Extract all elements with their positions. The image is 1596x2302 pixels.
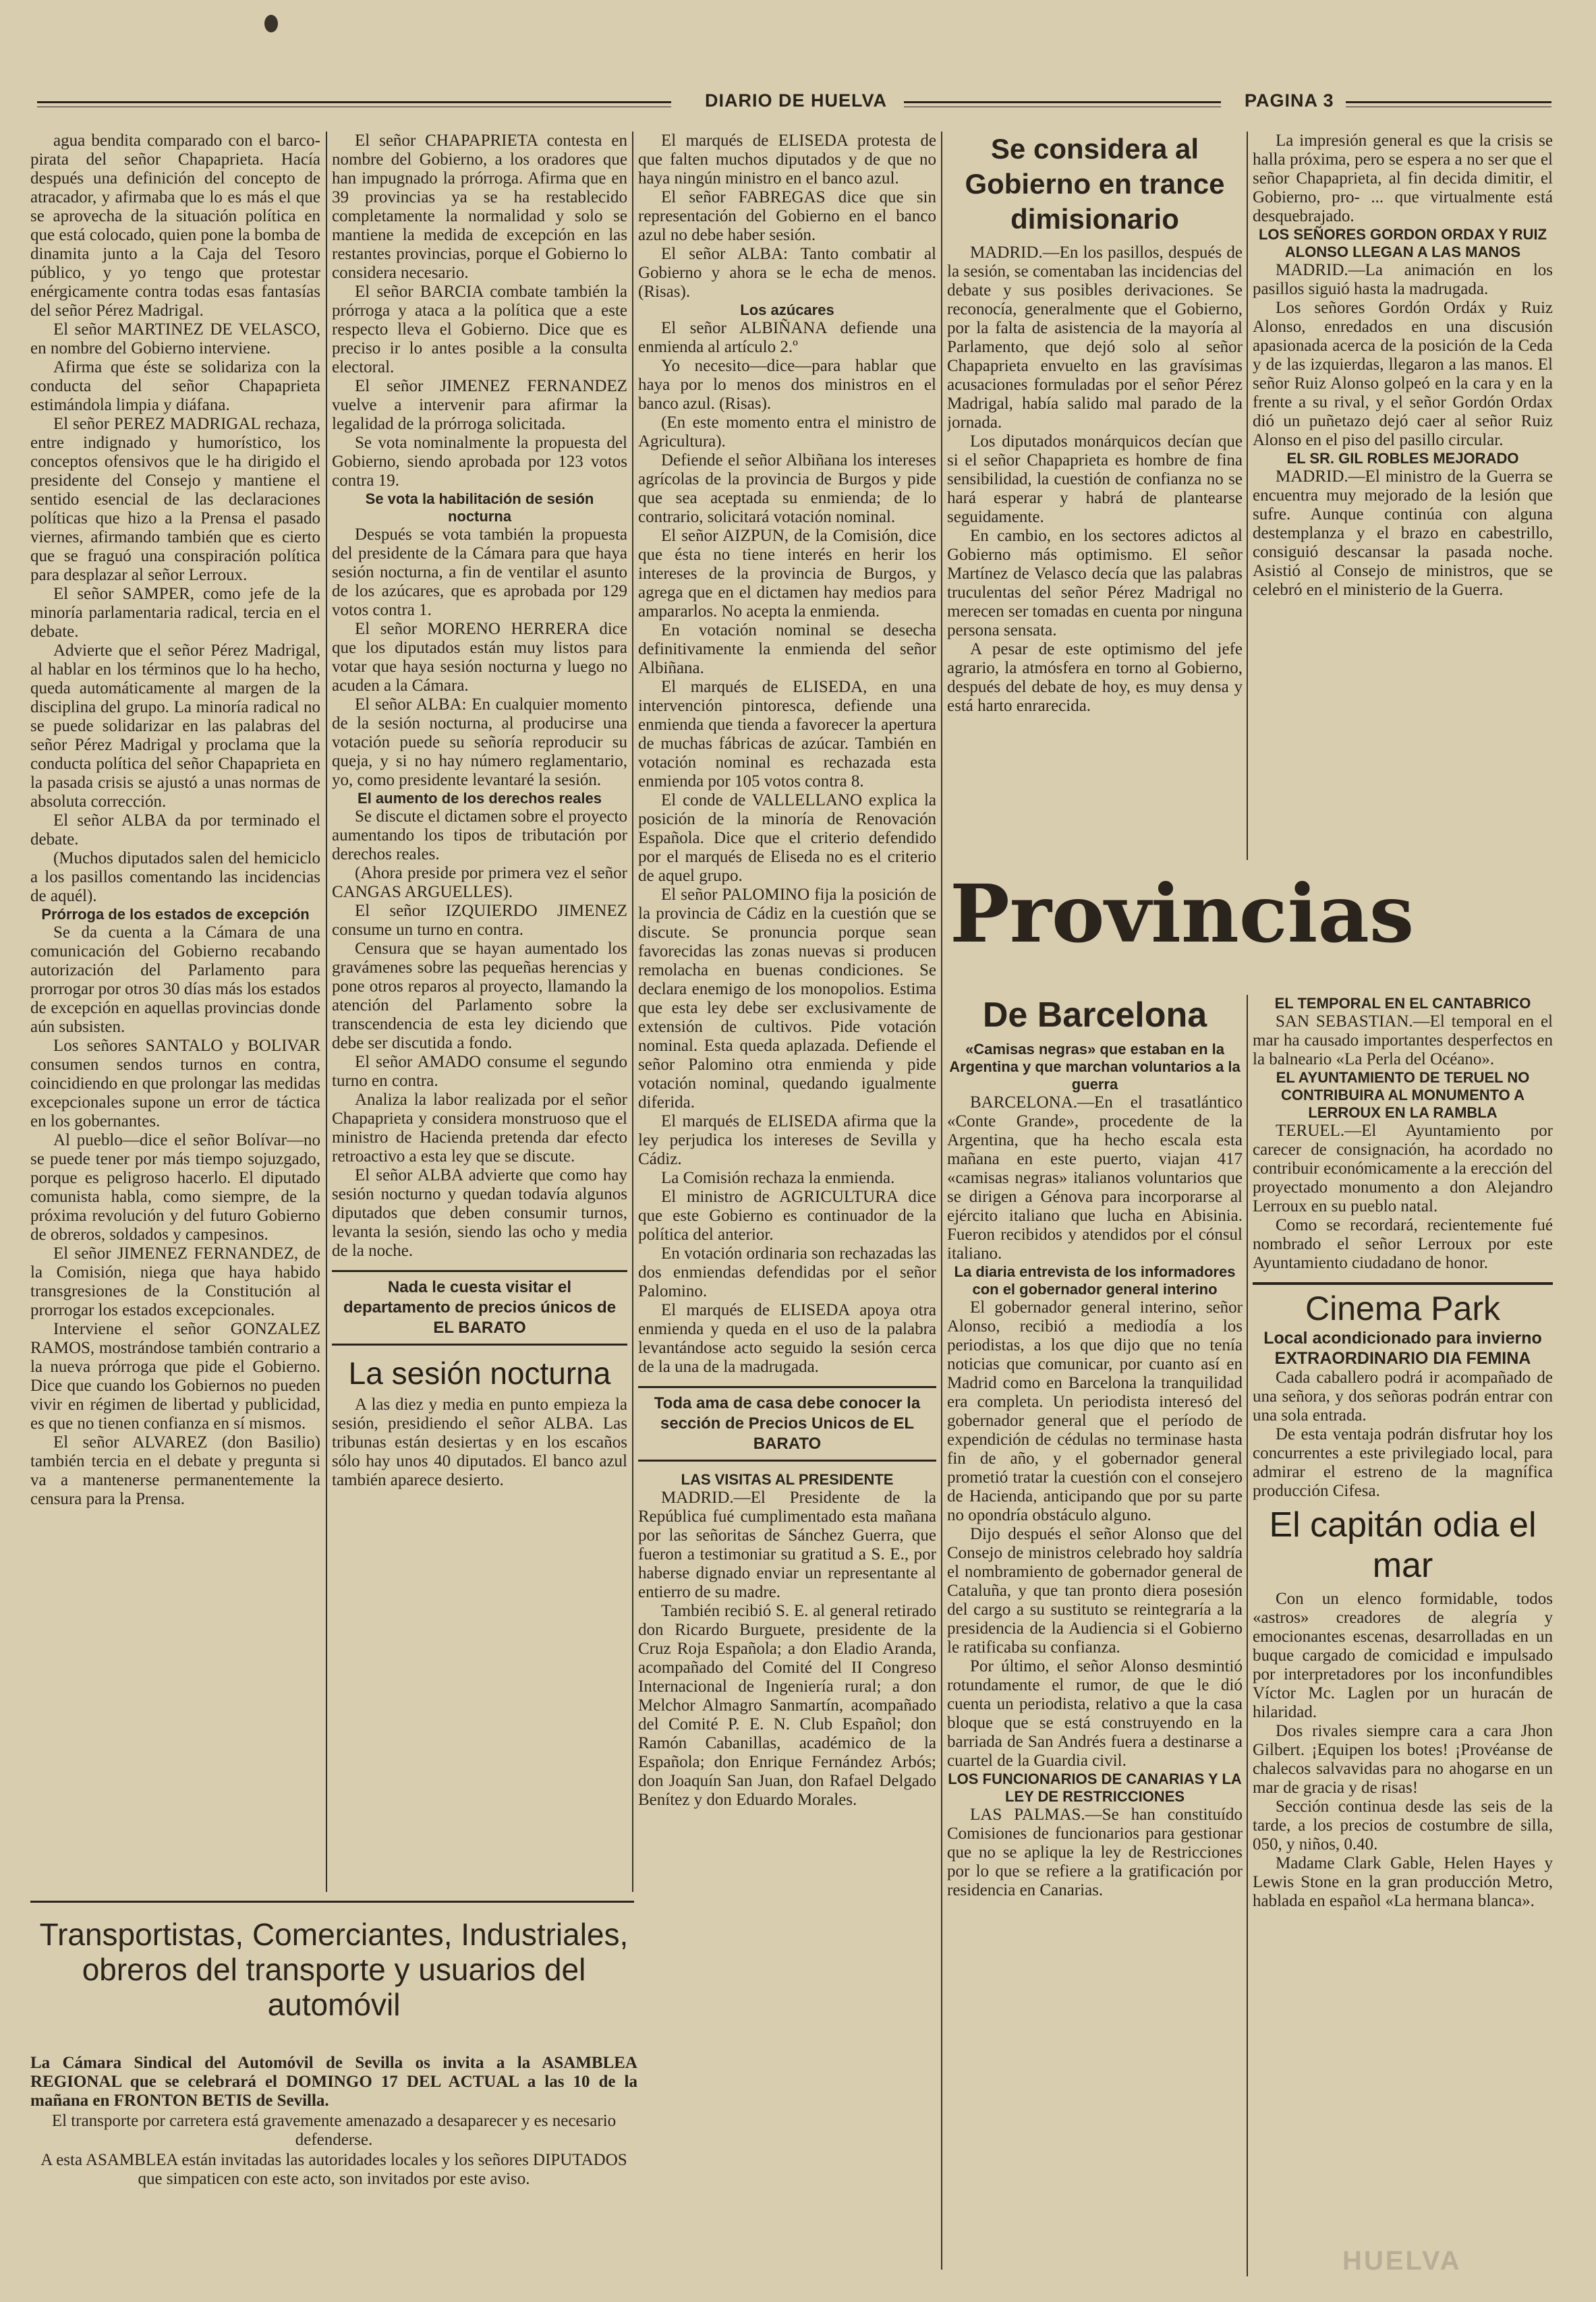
subheading: EL TEMPORAL EN EL CANTABRICO	[1274, 995, 1531, 1012]
paragraph: El señor CHAPAPRIETA contesta en nombre del Gobierno, a los oradores que han impugnado la prórroga. Afirma que en 39 provincias ya se ha restablecido completamente la normalidad y solo se mantiene la medida de excepción en las restantes provincias, porque el Gobierno lo considera necesario.	[332, 132, 627, 282]
paragraph: El señor PALOMINO fija la posición de la provincia de Cádiz en la cuestión que se discute. Se pronuncia porque sean favorecidas las zonas nuevas si producen remolacha en buenas condiciones. Se declara enemigo de los monopolios. Estima que esta ley debe ser exclusivamente de extensión de cultivos. Pide votación nominal. Esta queda aplazada. Defiende el señor Palomino otra enmienda y pide votación nominal, quedando igualmente diferida.	[638, 886, 936, 1112]
article-column-7	[1253, 995, 1553, 2276]
paragraph: El señor MARTINEZ DE VELASCO, en nombre del Gobierno interviene.	[30, 320, 320, 357]
column-rule	[326, 132, 327, 1892]
paragraph: El señor ALBA: Tanto combatir al Gobierno y ahora se le echa de menos. (Risas).	[638, 245, 936, 301]
paragraph: (En este momento entra el ministro de Agricultura).	[638, 413, 936, 451]
paragraph: El señor ALBA: En cualquier momento de la sesión nocturna, al producirse una votación puede su señoría reproducir su queja, y si no hay número reglamentario, yo, como presidente levantaré la sesión.	[332, 695, 627, 789]
paragraph: MADRID.—En los pasillos, después de la sesión, se comentaban las incidencias del debate y sus posibles derivaciones. Se reconocía, generalmente que el Gobierno, por la falta de asistencia de la mayoría al Parlamento, que dejó solo al señor Chapaprieta envuelto en las gravísimas acusaciones formuladas por el señor Pérez Madrigal, había salido mal parado de la jornada.	[947, 243, 1243, 432]
paragraph: El marqués de ELISEDA afirma que la ley perjudica los intereses de Sevilla y Cádiz.	[638, 1112, 936, 1168]
paragraph: El señor PEREZ MADRIGAL rechaza, entre indignado y humorístico, los conceptos ofensivos que le ha dirigido el presidente del Consejo y mantiene el sentido esencial de las declaraciones políticas que hizo a la Prensa el pasado viernes, afirmando también que es cierto que se fraguó una conspiración política para desplazar al señor Lerroux.	[30, 415, 320, 584]
paragraph: El señor AMADO consume el segundo turno en contra.	[332, 1053, 627, 1090]
paragraph: También recibió S. E. al general retirado don Ricardo Burguete, presidente de la Cruz Roja Española; a don Eladio Aranda, acompañado del Comité del II Congreso Internacional de Ingeniería rural; a don Melchor Almagro Sanmartín, acompañado del Comité P. E. N. Club Español; don Ramón Cabanillas, académico de la Española; don Enrique Fernández Arbós; don Joaquín San Juan, don Rafael Delgado Benítez y don Eduardo Morales.	[638, 1602, 936, 1809]
el-barato-ad	[332, 1270, 627, 1346]
paragraph: MADRID.—El Presidente de la República fué cumplimentado esta mañana por las señoritas de Sánchez Guerra, que fueron a testimoniar su gratitud a S. E., por haberse dignado enviar un representante al entierro de su madre.	[638, 1489, 936, 1601]
article-column-5	[1253, 132, 1553, 860]
paragraph: Cada caballero podrá ir acompañado de una señora, y dos señoras podrán entrar con una sola entrada.	[1253, 1369, 1553, 1425]
paragraph: Como se recordará, recientemente fué nombrado el señor Lerroux por este Ayuntamiento ciudadano de honor.	[1253, 1216, 1553, 1272]
header-rule	[37, 101, 671, 107]
paragraph: BARCELONA.—En el trasatlántico «Conte Grande», procedente de la Argentina, que ha hecho escala esta mañana en este puerto, viajan 417 «camisas negras» italianos voluntarios que se dirigen a Génova para incorporarse al ejército italiano que lucha en Abisinia. Fueron recibidos y atendidos por el cónsul italiano.	[947, 1093, 1243, 1263]
paragraph: El señor JIMENEZ FERNANDEZ, de la Comisión, niega que haya habido transgresiones de la Constitución al prorrogar los estados excepcionales.	[30, 1244, 320, 1319]
paragraph: Se discute el dictamen sobre el proyecto aumentando los tipos de tributación por derechos reales.	[332, 807, 627, 863]
paragraph: Advierte que el señor Pérez Madrigal, al hablar en los términos que lo ha hecho, queda automáticamente al margen de la disciplina del grupo. La minoría radical no se puede solidarizar en las palabras del señor Pérez Madrigal y proclama que la conducta política del señor Chapaprieta en la pasada crisis se ajustó a unas normas de absoluta corrección.	[30, 641, 320, 811]
page-number: PAGINA 3	[1245, 90, 1334, 111]
subheading: Se vota la habilitación de sesión nocturna	[365, 490, 594, 525]
paragraph: Al pueblo—dice el señor Bolívar—no se puede tener por más tiempo sojuzgado, porque es peligroso hacerlo. El diputado comunista habla, como siempre, de la próxima revolución y del futuro Gobierno de obreros, soldados y campesinos.	[30, 1131, 320, 1244]
paragraph: El conde de VALLELLANO explica la posición de la minoría de Renovación Española. Dice que el criterio defendido por el marqués de Eliseda no es el criterio de aquel grupo.	[638, 791, 936, 885]
paragraph: De esta ventaja podrán disfrutar hoy los concurrentes a este privilegiado local, para admirar el estreno de la magnífica producción Cifesa.	[1253, 1425, 1553, 1500]
subheading: Prórroga de los estados de excepción	[41, 906, 310, 923]
paragraph: El transporte por carretera está gravemente amenazado a desaparecer y es necesario defenderse.	[51, 2112, 617, 2149]
paragraph: La impresión general es que la crisis se halla próxima, pero se espera a no ser que el señor Chapaprieta, al fin decida dimitir, el Gobierno, pro- ... que virtualmente está desquebrajado.	[1253, 132, 1553, 225]
subheading: «Camisas negras» que estaban en la Argentina y que marchan voluntarios a la guerra	[949, 1041, 1241, 1093]
cinema-name: Cinema Park	[1305, 1290, 1500, 1327]
subheading: EL AYUNTAMIENTO DE TERUEL NO CONTRIBUIRA AL MONUMENTO A LERROUX EN LA RAMBLA	[1276, 1069, 1530, 1121]
paragraph: El señor SAMPER, como jefe de la minoría parlamentaria radical, tercia en el debate.	[30, 585, 320, 641]
punch-hole	[264, 15, 278, 32]
paragraph: Después se vota también la propuesta del presidente de la Cámara para que haya sesión nocturna, a fin de ventilar el asunto de los azúcares, que es aprobada por 129 votos contra 1.	[332, 525, 627, 619]
article-column-2	[332, 132, 627, 1885]
paragraph: Se vota nominalmente la propuesta del Gobierno, siendo aprobada por 123 votos contra 19.	[332, 434, 627, 490]
column-rule	[941, 132, 942, 2270]
notice-headline: Transportistas, Comerciantes, Industriales, obreros del transporte y usuarios del automóvil	[39, 1917, 629, 2022]
page-header	[37, 86, 1551, 120]
paragraph: En votación ordinaria son rechazadas las dos enmiendas defendidas por el señor Palomino.	[638, 1244, 936, 1300]
subheading: El aumento de los derechos reales	[358, 790, 602, 807]
subheading: LAS VISITAS AL PRESIDENTE	[681, 1471, 894, 1488]
paragraph: Dos rivales siempre cara a cara Jhon Gilbert. ¡Equipen los botes! ¡Provéanse de chalecos salvavidas para no ahogarse en un mar de gracia y de risas!	[1253, 1722, 1553, 1797]
paragraph: LAS PALMAS.—Se han constituído Comisiones de funcionarios para gestionar que no se aplique la ley de Restricciones por lo que se refiere a la gratificación por residencia en Canarias.	[947, 1806, 1243, 1899]
paragraph: En cambio, en los sectores adictos al Gobierno más optimismo. El señor Martínez de Velasco decía que las palabras truculentas del señor Pérez Madrigal no merecen ser tomadas en cuenta por ninguna persona sensata.	[947, 527, 1243, 639]
el-barato-ad	[638, 1386, 936, 1462]
article-column-6	[947, 995, 1243, 2276]
subheading: LOS FUNCIONARIOS DE CANARIAS Y LA LEY DE RESTRICCIONES	[948, 1771, 1242, 1805]
article-column-1	[30, 132, 320, 1885]
paragraph: El ministro de AGRICULTURA dice que este Gobierno es continuador de la política del anterior.	[638, 1188, 936, 1244]
paragraph: Interviene el señor GONZALEZ RAMOS, mostrándose también contrario a la nueva prórroga que pide el Gobierno. Dice que cuando los Gobiernos no pueden vivir en régimen de libertad y publicidad, es que no tienen confianza en sí mismos.	[30, 1320, 320, 1433]
headline: De Barcelona	[982, 996, 1207, 1035]
section-rule	[1253, 1282, 1553, 1285]
subheading: Local acondicionado para invierno	[1263, 1329, 1542, 1348]
notice-body	[30, 2054, 637, 2190]
paragraph: SAN SEBASTIAN.—El temporal en el mar ha causado importantes desperfectos en la balneario «La Perla del Océano».	[1253, 1012, 1553, 1068]
paragraph: El marqués de ELISEDA protesta de que falten muchos diputados y de que no haya ningún ministro en el banco azul.	[638, 132, 936, 188]
paragraph: Yo necesito—dice—para hablar que haya por lo menos dos ministros en el banco azul. (Risas).	[638, 357, 936, 413]
paragraph: Dijo después el señor Alonso que del Consejo de ministros celebrado hoy saldría el nombramiento de gobernador general de Cataluña, y que tan pronto diera posesión del cargo a su sustituto se reintegraría a la presidencia de la Audiencia si el Gobierno le ratificaba su confianza.	[947, 1525, 1243, 1657]
paragraph: Los señores SANTALO y BOLIVAR consumen sendos turnos en contra, coincidiendo en que prolongar las medidas excepcionales supone un error de táctica en los gobernantes.	[30, 1037, 320, 1130]
column-rule	[1247, 995, 1248, 2276]
paragraph: El señor ALBIÑANA defiende una enmienda al artículo 2.º	[638, 319, 936, 356]
paragraph: Afirma que éste se solidariza con la conducta del señor Chapaprieta estimándola limpia y diáfana.	[30, 358, 320, 414]
paragraph: Defiende el señor Albiñana los intereses agrícolas de la provincia de Burgos y pide que sea aceptada su enmienda; de lo contrario, solicitará votación nominal.	[638, 451, 936, 526]
paragraph: El gobernador general interino, señor Alonso, recibió a mediodía a los periodistas, a los que dijo que no tenía noticias que comunicar, por cuanto así en Madrid como en Barcelona la tranquilidad era completa. Un periodista interesó del gobernador general que el período de expendición de cédulas no terminase hasta fin de año, y el gobernador general prometió tratar la cuestión con el consejero de Hacienda, anticipando que por su parte no opondría obstáculo alguno.	[947, 1298, 1243, 1524]
headline: Se considera al Gobierno en trance dimisionario	[965, 133, 1225, 235]
section-title: Provincias	[950, 867, 1415, 960]
paragraph: MADRID.—El ministro de la Guerra se encuentra muy mejorado de la lesión que sufre. Aunque continúa con alguna destemplanza y el brazo en cabestrillo, consiguió descansar la pasada noche. Asistió al Consejo de ministros, que se celebró en el ministerio de la Guerra.	[1253, 467, 1553, 599]
paragraph: En votación nominal se desecha definitivamente la enmienda del señor Albiñana.	[638, 621, 936, 677]
paragraph: MADRID.—La animación en los pasillos siguió hasta la madrugada.	[1253, 261, 1553, 298]
subheading: Los azúcares	[740, 301, 834, 318]
article-column-4	[947, 132, 1243, 860]
ad-text: Nada le cuesta visitar el departamento de precios únicos de EL BARATO	[343, 1278, 617, 1337]
subheading: EL SR. GIL ROBLES MEJORADO	[1286, 450, 1519, 467]
film-title: El capitán odia el mar	[1269, 1505, 1537, 1585]
paragraph: A esta ASAMBLEA están invitadas las autoridades locales y los señores DIPUTADOS que simpaticen con este acto, son invitados por este aviso.	[40, 2151, 627, 2188]
section-rule	[30, 1901, 634, 1903]
paragraph: Los señores Gordón Ordáx y Ruiz Alonso, enredados en una discusión apasionada acerca de la posición de la Ceda y de las izquierdas, llegaron a las manos. El señor Ruiz Alonso golpeó en la cara y en la frente a su rival, y el señor Gordón Ordax dió un puñetazo dejó caer al señor Ruiz Alonso en el piso del pasillo circular.	[1253, 299, 1553, 449]
paragraph: Por último, el señor Alonso desmintió rotundamente el rumor, de que le dió cuenta un periodista, relativo a que la casa bloque que se está construyendo en la barriada de San Andrés fuera a destinarse a cuartel de la Guardia civil.	[947, 1657, 1243, 1770]
subheading: La diaria entrevista de los informadores con el gobernador general interino	[954, 1263, 1236, 1298]
header-rule	[904, 101, 1221, 107]
paragraph: El señor FABREGAS dice que sin representación del Gobierno en el banco azul no debe haber sesión.	[638, 188, 936, 244]
paragraph: TERUEL.—El Ayuntamiento por carecer de consignación, ha acordado no contribuir económicamente a la erección del proyectado monumento a don Alejandro Lerroux en su pueblo natal.	[1253, 1122, 1553, 1215]
paragraph: El señor BARCIA combate también la prórroga y ataca a la política que a este respecto lleva el Gobierno. Dice que es preciso ir lo antes posible a la consulta electoral.	[332, 283, 627, 376]
paragraph: El señor MORENO HERRERA dice que los diputados están muy listos para votar que haya sesión nocturna y luego no acuden a la Cámara.	[332, 620, 627, 695]
paragraph: El señor JIMENEZ FERNANDEZ vuelve a intervenir para afirmar la legalidad de la prórroga solicitada.	[332, 377, 627, 433]
newspaper-name: DIARIO DE HUELVA	[705, 90, 888, 111]
paragraph: La Comisión rechaza la enmienda.	[661, 1169, 895, 1187]
paragraph: Censura que se hayan aumentado los gravámenes sobre las pequeñas herencias y pone otros reparos al proyecto, llamando la atención del Parlamento sobre la transcendencia de esta ley diciendo que debe ser discutida a fondo.	[332, 940, 627, 1052]
paragraph: El señor AIZPUN, de la Comisión, dice que ésta no tiene interés en herir los intereses de la provincia de Burgos, y agrega que en el dictamen hay medios para ampararlos. No acepta la enmienda.	[638, 527, 936, 621]
column-rule	[632, 132, 633, 1892]
subheading: LOS SEÑORES GORDON ORDAX Y RUIZ ALONSO LLEGAN A LAS MANOS	[1258, 226, 1547, 260]
paragraph: Sección continua desde las seis de la tarde, a los precios de costumbre de silla, 050, y niños, 0.40.	[1253, 1797, 1553, 1853]
paragraph: La Cámara Sindical del Automóvil de Sevilla os invita a la ASAMBLEA REGIONAL que se celebrará el DOMINGO 17 DEL ACTUAL a las 10 de la mañana en FRONTON BETIS de Sevilla.	[30, 2054, 637, 2110]
paragraph: El señor IZQUIERDO JIMENEZ consume un turno en contra.	[332, 902, 627, 939]
paragraph: Los diputados monárquicos decían que si el señor Chapaprieta es hombre de fina sensibilidad, la cuestión de confianza no se hará esperar y habrá de plantearse seguidamente.	[947, 432, 1243, 526]
paragraph: Analiza la labor realizada por el señor Chapaprieta y considera monstruoso que el ministro de Hacienda pretenda dar efecto retroactivo a esta ley que se discute.	[332, 1091, 627, 1166]
header-rule	[1346, 101, 1551, 107]
archive-watermark: HUELVA	[1342, 2246, 1462, 2276]
paragraph: El señor ALBA advierte que como hay sesión nocturno y quedan todavía algunos diputados que deben consumir turnos, levanta la sesión, siendo las ocho y media de la noche.	[332, 1166, 627, 1260]
ad-text: Toda ama de casa debe conocer la sección de Precios Unicos de EL BARATO	[654, 1394, 921, 1453]
paragraph: A las diez y media en punto empieza la sesión, presidiendo el señor ALBA. Las tribunas están desiertas y en los escaños sólo hay unos 40 diputados. El banco azul también aparece desierto.	[332, 1395, 627, 1489]
paragraph: A pesar de este optimismo del jefe agrario, la atmósfera en torno al Gobierno, después del debate de hoy, es muy densa y está harto enrarecida.	[947, 640, 1243, 715]
paragraph: Se da cuenta a la Cámara de una comunicación del Gobierno recabando autorización del Parlamento para prorrogar por otros 30 días más los estados de excepción en aquellas provincias donde aún subsisten.	[30, 923, 320, 1036]
paragraph: (Muchos diputados salen del hemiciclo a los pasillos comentando las incidencias de aquél).	[30, 849, 320, 905]
article-column-3	[638, 132, 936, 2273]
paragraph: Madame Clark Gable, Helen Hayes y Lewis Stone en la gran producción Metro, hablada en español «La hermana blanca».	[1253, 1854, 1553, 1910]
paragraph: El marqués de ELISEDA apoya otra enmienda y queda en el uso de la palabra levantándose acto seguido la sesión cerca de la una de la madrugada.	[638, 1301, 936, 1376]
headline: La sesión nocturna	[348, 1356, 611, 1391]
paragraph: (Ahora preside por primera vez el señor CANGAS ARGUELLES).	[332, 864, 627, 901]
paragraph: El señor ALBA da por terminado el debate.	[30, 811, 320, 848]
paragraph: Con un elenco formidable, todos «astros» creadores de alegría y emocionantes escenas, desarrolladas en un buque cargado de comicidad e impulsado por interpretadores por los inconfundibles Víctor Mc. Laglen por un huracán de hilaridad.	[1253, 1590, 1553, 1721]
paragraph: agua bendita comparado con el barco-pirata del señor Chapaprieta. Hacía después una definición del concepto de atracador, y afirmaba que lo es más el que se aprovecha de la situación política en que está colocado, quien pone la bomba de dinamita junto a la Caja del Tesoro público, y yo tengo que protestar enérgicamente contra todas esas fantasías del señor Pérez Madrigal.	[30, 132, 320, 320]
column-rule	[1247, 132, 1248, 860]
paragraph: El señor ALVAREZ (don Basilio) también tercia en el debate y pregunta si va a mantenerse permanentemente la censura para la Prensa.	[30, 1433, 320, 1508]
subheading: EXTRAORDINARIO DIA FEMINA	[1274, 1349, 1531, 1368]
paragraph: El marqués de ELISEDA, en una intervención pintoresca, defiende una enmienda que tienda a favorecer la apertura de muchas fábricas de azúcar. También en votación nominal es rechazada esta enmienda por 105 votos contra 8.	[638, 678, 936, 790]
